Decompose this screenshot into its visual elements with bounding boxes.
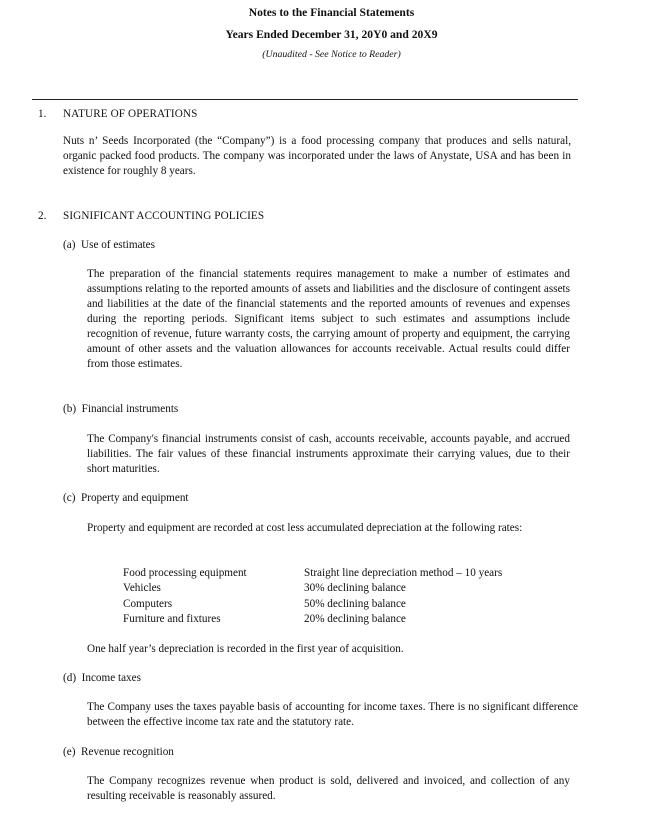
rate-asset: Vehicles xyxy=(123,582,161,594)
instruments-paragraph: The Company's financial instruments consist of cash, accounts receivable, accounts payable, and accrued liabilities. The fair values of these financial instruments approximate their carrying values, due to their short maturities. xyxy=(87,433,570,475)
subsection-title: Use of estimates xyxy=(81,239,155,251)
subsection-label: (a) xyxy=(63,239,76,251)
rate-value: 20% declining balance xyxy=(304,613,406,625)
rate-asset: Food processing equipment xyxy=(123,567,247,579)
subsection-title: Property and equipment xyxy=(81,492,189,504)
nature-paragraph: Nuts n’ Seeds Incorporated (the “Company”) is a food processing company that produces and sells natural, organic packed food products. The company was incorporated under the laws of Anystate, USA and has been in existence for roughly 8 years. xyxy=(63,135,571,177)
section-title-policies: SIGNIFICANT ACCOUNTING POLICIES xyxy=(63,210,265,222)
subsection-heading-estimates xyxy=(63,238,155,253)
subsection-label: (e) xyxy=(63,746,76,758)
estimates-paragraph: The preparation of the financial statements requires management to make a number of estimates and assumptions relating to the reported amounts of assets and liabilities and the disclosure of contingent assets and liabilities at the date of the financial statements and the reported amounts of revenues and expenses during the reporting periods. Significant items subject to such estimates and assumptions include recognition of revenue, future warranty costs, the carrying amount of property and equipment, the carrying amount of other assets and the valuation allowances for accounts receivable. Actual results could differ from those estimates. xyxy=(87,268,570,370)
rate-asset: Furniture and fixtures xyxy=(123,613,221,625)
revenue-paragraph: The Company recognizes revenue when product is sold, delivered and invoiced, and collection of any resulting receivable is reasonably assured. xyxy=(87,775,570,802)
rate-asset: Computers xyxy=(123,598,173,610)
rate-value: 50% declining balance xyxy=(304,598,406,610)
taxes-paragraph: The Company uses the taxes payable basis of accounting for income taxes. There is no significant difference between the effective income tax rate and the statutory rate. xyxy=(87,701,578,728)
section-number: 1. xyxy=(38,108,47,120)
subsection-title: Income taxes xyxy=(81,672,141,684)
rate-value: 30% declining balance xyxy=(304,582,406,594)
period-subtitle: Years Ended December 31, 20Y0 and 20X9 xyxy=(225,28,438,41)
subsection-title: Revenue recognition xyxy=(81,746,174,758)
unaudited-note: (Unaudited - See Notice to Reader) xyxy=(262,49,401,60)
page-title: Notes to the Financial Statements xyxy=(248,6,415,19)
rate-value: Straight line depreciation method – 10 years xyxy=(304,567,503,579)
subsection-label: (b) xyxy=(63,403,77,415)
section-number: 2. xyxy=(38,210,47,222)
subsection-heading-revenue xyxy=(63,745,174,760)
subsection-heading-instruments xyxy=(63,402,178,417)
depreciation-note: One half year’s depreciation is recorded in the first year of acquisition. xyxy=(87,643,404,655)
property-paragraph: Property and equipment are recorded at cost less accumulated depreciation at the following rates: xyxy=(87,522,523,534)
header-divider xyxy=(32,99,578,100)
subsection-heading-property xyxy=(63,491,189,506)
subsection-label: (c) xyxy=(63,492,76,504)
subsection-heading-taxes xyxy=(63,671,141,686)
subsection-label: (d) xyxy=(63,672,77,684)
subsection-title: Financial instruments xyxy=(81,403,179,415)
section-title-nature: NATURE OF OPERATIONS xyxy=(63,108,198,120)
